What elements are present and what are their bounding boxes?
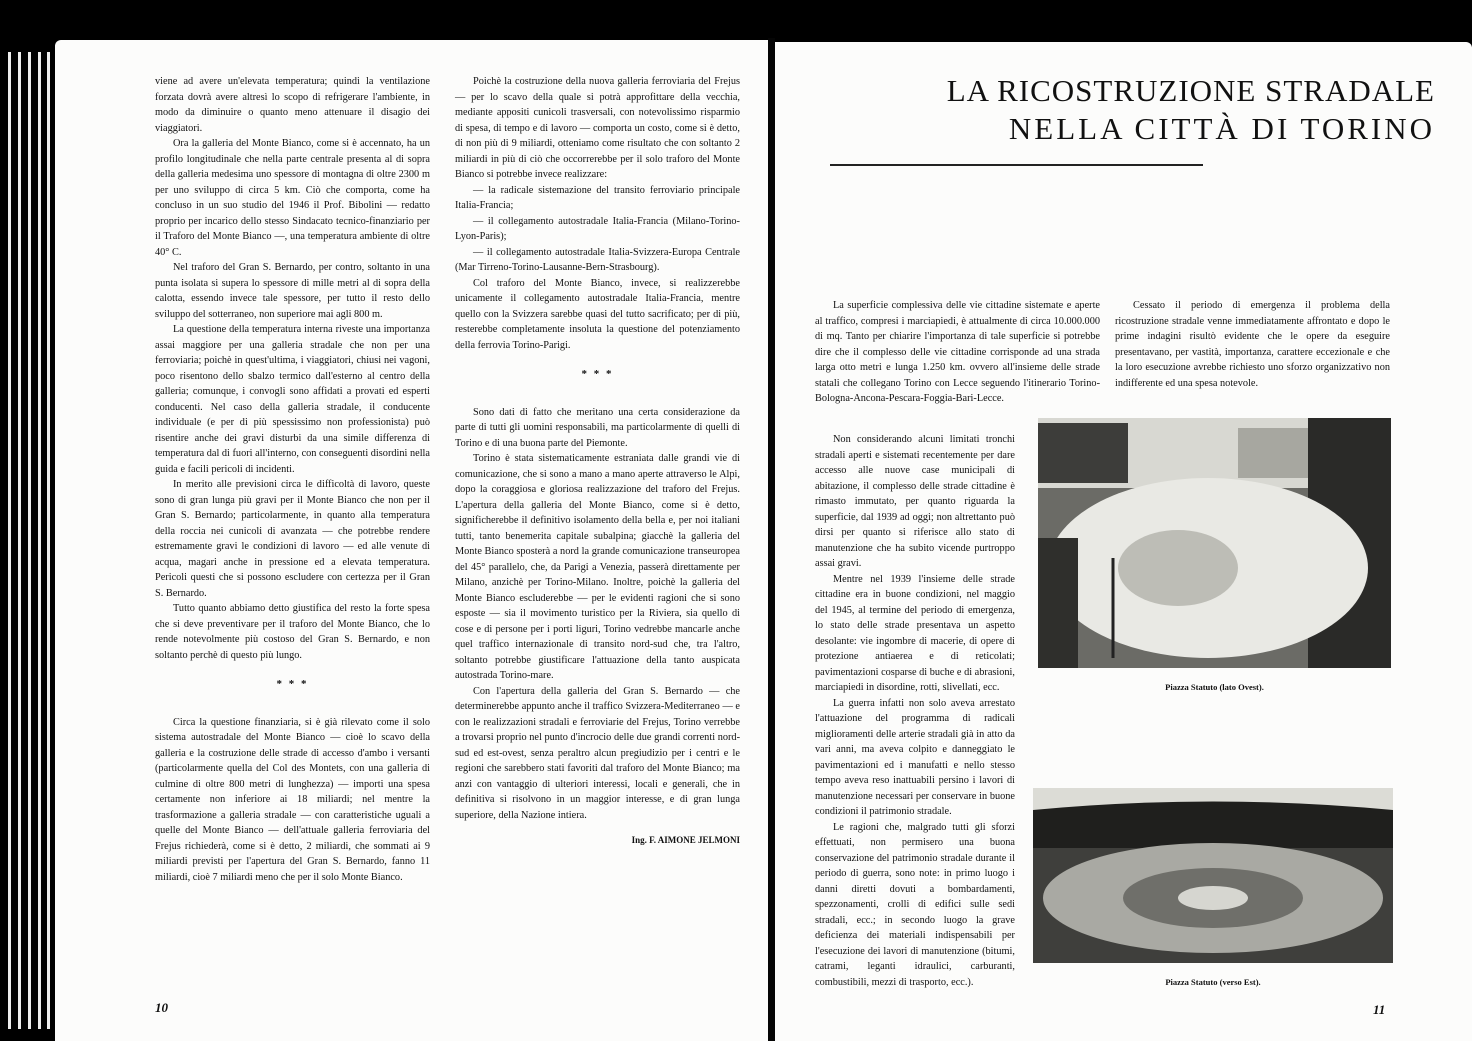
paragraph: Ora la galleria del Monte Bianco, come si è accennato, ha un profilo longitudinale che nella parte centrale presenta al di sopra della galleria medesima uno spessore di montagna di oltre 2300 m per uno sviluppo di circa 5 km. Ciò che comporta, come ha concluso in un suo studio del 1946 il Prof. Bibolini — redatto proprio per incarico dello stesso Sindacato tecnico-finanziario per il Traforo del Monte Bianco —, una temperatura ambiente di oltre 40° C. bbox=[155, 138, 430, 258]
page-edge bbox=[8, 52, 11, 1029]
paragraph: Cessato il periodo di emergenza il problema della ricostruzione stradale venne immediatamente affrontato e dopo le prime indagini risultò evidente che le opere da eseguire presentavano, per vastità, importanza, carattere eccezionale e che la loro esecuzione avrebbe richiesto uno sforzo organizzativo non indifferente ed una spesa notevole. bbox=[1115, 300, 1390, 389]
page-edge bbox=[18, 52, 21, 1029]
paragraph: Poichè la costruzione della nuova galleria ferroviaria del Frejus — per lo scavo della quale si potrà approfittare della vecchia, mediante appositi cunicoli trasversali, con notevolissimo risparmio di spesa, di tempo e di lavoro — comporta un costo, come si è detto, di non più di 9 miliardi, otteniamo come risultato che con soltanto 2 miliardi in più di ciò che occorrerebbe per il solo traforo del Monte Bianco si potrebbe invece realizzare: bbox=[455, 76, 740, 180]
page-number: 11 bbox=[1373, 1002, 1386, 1017]
photo-image bbox=[1033, 788, 1393, 963]
paragraph: Circa la questione finanziaria, si è già rilevato come il solo sistema autostradale del Monte Bianco — cioè lo scavo della galleria e la costruzione delle strade di accesso d'ambo i versanti (particolarmente quella del Col des Montets, con una galleria di culmine di oltre 800 metri di lunghezza) — importi una spesa certamente non inferiore ai 18 miliardi; nel mentre la trasformazione a galleria stradale — con caratteristiche uguali a quelle del Monte Bianco — dell'attuale galleria ferroviaria del Frejus richiederà, come si è detto, 2 miliardi, che sommati ai 9 miliardi previsti per l'apertura del Gran S. Bernardo, fanno 11 miliardi, cioè 7 miliardi meno che per il solo Monte Bianco. bbox=[155, 716, 430, 883]
author-signature: Ing. F. AIMONE JELMONI bbox=[631, 835, 740, 845]
paragraph: Mentre nel 1939 l'insieme delle strade cittadine era in buone condizioni, nel maggio del 1945, al termine del periodo di emergenza, lo stato delle strade presentava un aspetto desolante: vie ingombre di macerie, di opere di protezione antiaerea e di reticolati; pavimentazioni cosparse di buche e di abrasioni, marciapiedi in disordine, rotti, slivellati, ecc. bbox=[815, 573, 1015, 693]
left-column-1 bbox=[155, 74, 430, 885]
paragraph: Le ragioni che, malgrado tutti gli sforzi effettuati, non permisero una buona conservazione del patrimonio stradale durante il periodo di guerra, sono note: in primo luogo i danni diretti dovuti a bombardamenti, spezzonamenti, crolli di edifici sulle sedi stradali, ecc.; in secondo luogo la grave deficienza dei materiali indispensabili per l'esecuzione dei lavori di manutenzione (bitumi, catrami, leganti idraulici, carburanti, combustibili, mezzi di trasporto, ecc.). bbox=[815, 821, 1015, 988]
paragraph: Con l'apertura della galleria del Gran S. Bernardo — che determinerebbe appunto anche il traffico Svizzera-Mediterraneo — e con le realizzazioni stradali e ferroviarie del Frejus, Torino verrebbe a trovarsi proprio nel punto d'incrocio delle due grandi correnti nord-sud ed est-ovest, senza peraltro alcun pregiudizio per i centri e le regioni che sarebbero stati favoriti dal traforo del Monte Bianco; ma anzi con vantaggio di ulteriori interessi, locali e generali, che in definitiva si risolvono in un maggior interesse, e di gran lunga superiore, della Nazione intiera. bbox=[455, 685, 740, 821]
title-line-1: LA RICOSTRUZIONE STRADALE bbox=[946, 73, 1435, 108]
photo-image bbox=[1038, 418, 1391, 668]
right-column-1 bbox=[815, 432, 1015, 990]
paragraph: Nel traforo del Gran S. Bernardo, per contro, soltanto in una punta isolata si supera lo spessore di mille metri al di sopra della calotta, essendo invece tale spessore, per tutto il resto dello sviluppo del sotterraneo, non superiore mai agli 800 m. bbox=[155, 262, 430, 320]
section-separator: * * * bbox=[276, 678, 309, 690]
gutter bbox=[768, 38, 775, 1041]
page-edge bbox=[28, 52, 31, 1029]
page-edge bbox=[38, 52, 41, 1029]
photo-caption: Piazza Statuto (lato Ovest). bbox=[1165, 682, 1264, 692]
paragraph: Tutto quanto abbiamo detto giustifica del resto la forte spesa che si deve preventivare per il traforo del Monte Bianco, che lo rende notevolmente più costoso del Gran S. Bernardo, e non soltanto perchè di questo più lungo. bbox=[155, 603, 430, 661]
paragraph: Non considerando alcuni limitati tronchi stradali aperti e sistemati recentemente per dare accesso alle nuove case municipali di abitazione, il complesso delle strade cittadine è rimasto immutato, per quanto riguarda la superficie, dal 1939 ad oggi; non altrettanto può dirsi per quanto si riferisce allo stato di manutenzione che ha subito vicende purtroppo assai gravi. bbox=[815, 434, 1015, 569]
left-column-2 bbox=[455, 74, 740, 849]
paragraph: — la radicale sistemazione del transito ferroviario principale Italia-Francia; bbox=[455, 184, 740, 211]
article-title bbox=[905, 72, 1435, 148]
section-separator: * * * bbox=[581, 368, 614, 380]
left-page bbox=[55, 40, 768, 1041]
paragraph: La questione della temperatura interna riveste una importanza assai maggiore per una galleria stradale che non per una ferroviaria; poichè in quest'ultima, i viaggiatori, chiusi nei vagoni, poco risentono dello sbalzo termico dall'esterno al centro della galleria; comunque, i convogli sono affidati a provati ed esperti conducenti. Nel caso della galleria stradale, il conducente individuale (e per di più spessissimo non professionista) può risentire anche dei gravi disturbi da una simile differenza di temperatura dal di fuori all'interno, con conseguenti disordini nella guida e facili pericoli di incidenti. bbox=[155, 324, 430, 475]
right-column-2 bbox=[1115, 298, 1390, 391]
right-page bbox=[775, 42, 1472, 1041]
paragraph: In merito alle previsioni circa le difficoltà di lavoro, queste sono di gran lunga più gravi per il Monte Bianco che non per il Gran S. Bernardo; particolarmente, in quanto alla temperatura della roccia nei cunicoli di avanzata — che potrebbe rendere estremamente gravi le condizioni di lavoro — ed alle venute di acqua, magari anche in pressione ed a elevata temperatura. Pericoli questi che si possono escludere con certezza per il Gran S. Bernardo. bbox=[155, 479, 430, 599]
paragraph: La guerra infatti non solo aveva arrestato l'attuazione del programma di radicali miglioramenti delle arterie stradali già in atto da vari anni, ma aveva colpito e danneggiato le pavimentazioni ed i manufatti e nello stesso tempo aveva reso inattuabili persino i lavori di manutenzione necessari per conservare in buone condizioni il patrimonio stradale. bbox=[815, 697, 1015, 817]
photo-caption: Piazza Statuto (verso Est). bbox=[1165, 977, 1261, 987]
page-edge bbox=[47, 52, 50, 1029]
photo-piazza-statuto-west bbox=[1038, 418, 1391, 668]
title-rule bbox=[830, 164, 1203, 166]
paragraph: Torino è stata sistematicamente estraniata dalle grandi vie di comunicazione, che si sono a mano a mano aperte attraverso le Alpi, dopo la coraggiosa e gloriosa realizzazione del traforo del Frejus. L'apertura della galleria del Monte Bianco, come si è detto, significherebbe il definitivo isolamento della bella e, per noi italiani tutti, tanto benemerita capitale subalpina; giacchè la galleria del Monte Bianco sposterà a nord la grande comunicazione transeuropea del 45° parallelo, che, da Parigi a Venezia, passerà direttamente per Milano, anzichè per Torino-Milano. Inoltre, poichè la galleria del Monte Bianco escluderebbe — per le evidenti ragioni che si sono esposte — sia il movimento turistico per la Riviera, sia quello di cose e di persone per i porti liguri, Torino vedrebbe mancarle anche quel traffico internazionale di transito nord-sud che, tra l'altro, soltanto potrebbe giustificare l'attuazione della tanto auspicata autostrada Torino-mare. bbox=[455, 453, 740, 681]
paragraph: — il collegamento autostradale Italia-Svizzera-Europa Centrale (Mar Tirreno-Torino-Lausanne-Bern-Strasbourg). bbox=[455, 246, 740, 273]
paragraph: — il collegamento autostradale Italia-Francia (Milano-Torino-Lyon-Paris); bbox=[455, 215, 740, 242]
page-number: 10 bbox=[155, 1000, 168, 1015]
paragraph: Col traforo del Monte Bianco, invece, si realizzerebbe unicamente il collegamento autostradale Italia-Francia, mentre quello con la Svizzera sarebbe quasi del tutto sacrificato; per di più, resterebbe completamente insoluta la questione del potenziamento della ferrovia Torino-Parigi. bbox=[455, 277, 740, 351]
title-line-2: NELLA CITTÀ DI TORINO bbox=[1008, 111, 1435, 146]
right-column-1-top bbox=[815, 298, 1100, 407]
photo-piazza-statuto-east bbox=[1033, 788, 1393, 963]
paragraph: Sono dati di fatto che meritano una certa considerazione da parte di tutti gli uomini responsabili, ma particolarmente di quelli di Torino e di una buona parte del Piemonte. bbox=[455, 406, 740, 449]
paragraph: La superficie complessiva delle vie cittadine sistemate e aperte al traffico, compresi i marciapiedi, è attualmente di circa 10.000.000 di mq. Tanto per chiarire l'importanza di tale superficie si potrebbe dire che il complesso delle vie cittadine corrisponde ad una strada larga otto metri e lunga 1.250 km. ovvero all'insieme delle strade statali che collegano Torino con Lecce seguendo l'itinerario Torino-Bologna-Ancona-Pescara-Foggia-Bari-Lecce. bbox=[815, 300, 1100, 404]
paragraph: viene ad avere un'elevata temperatura; quindi la ventilazione forzata dovrà avere altresì lo scopo di refrigerare l'ambiente, in modo da diminuire o quanto meno attenuare il disagio dei viaggiatori. bbox=[155, 76, 430, 134]
